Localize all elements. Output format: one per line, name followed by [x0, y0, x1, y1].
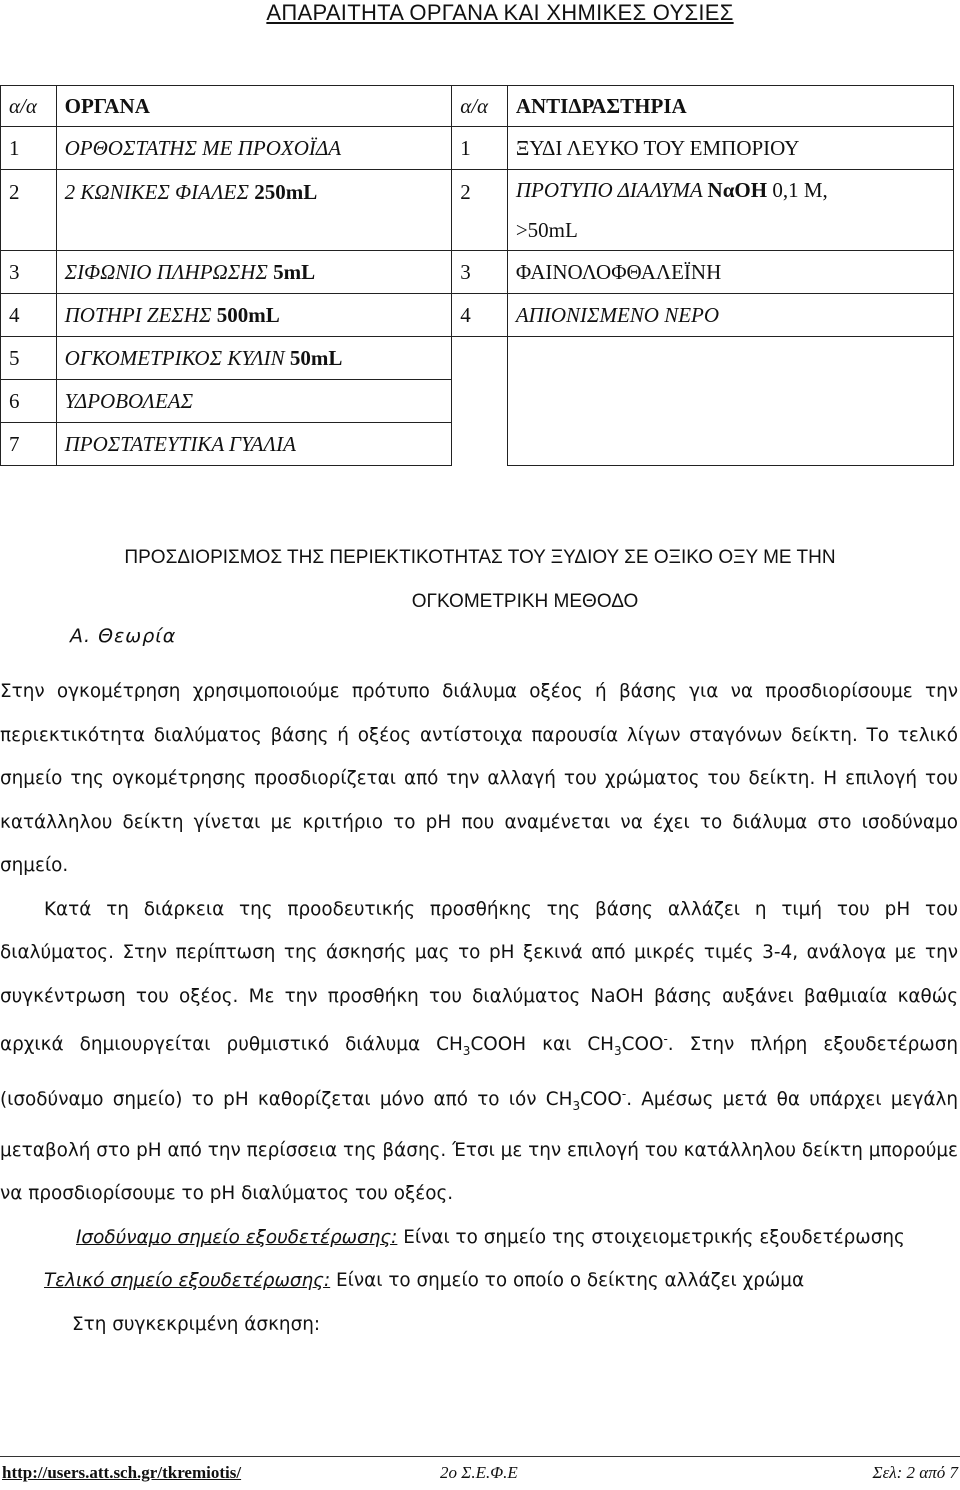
header-num-reagents: α/α [452, 86, 508, 127]
p2-text: . Στην πλήρη εξουδετέρωση (ισοδύναμο σημείο) το pH καθορίζεται μόνο από το ιόν CH [0, 1034, 959, 1111]
row-number: 2 [1, 170, 57, 251]
empty-cell [507, 337, 953, 466]
footer-school: 2ο Σ.Ε.Φ.Ε [440, 1463, 518, 1482]
definition-1 [0, 1216, 958, 1260]
footer-divider [0, 1456, 960, 1457]
row-number: 1 [1, 127, 57, 170]
instrument-text: 2 ΚΩΝΙΚΕΣ ΦΙΑΛΕΣ [64, 180, 255, 204]
table-row [1, 170, 954, 251]
reagent-cell: ΑΠΙΟΝΙΣΜΕΝΟ ΝΕΡΟ [507, 294, 953, 337]
footer-page-number: Σελ: 2 από 7 [872, 1463, 958, 1482]
row-number: 1 [452, 127, 508, 170]
reagent-formula: NαOH [707, 178, 768, 202]
table-row [1, 294, 954, 337]
p2-text: Κατά τη διάρκεια της προοδευτικής προσθήκης της βάσης αλλάζει η τιμή του pH του διαλύματος. Στην περίπτωση της άσκησής μας το pH ξεκινά από μικρές τιμές 3-4, ανάλογα με την συγκέντρωση του οξέος. Με την προσθήκη του διαλύματος NaOH βάσης αυξάνει βαθμιαία καθώς αρχικά δημιουργείται ρυθμιστικό διάλυμα CH [0, 898, 958, 1056]
row-number: 4 [1, 294, 57, 337]
row-number: 7 [1, 423, 57, 466]
reagent-cell: ΦΑΙΝΟΛΟΦΘΑΛΕΪΝΗ [507, 251, 953, 294]
instrument-text: ΠΟΤΗΡΙ ΖΕΣΗΣ [64, 302, 217, 327]
reagent-volume: >50mL [515, 218, 578, 242]
p2-text: COO [621, 1034, 664, 1056]
p2-text: . Αμέσως μετά θα υπάρχει μεγάλη μεταβολή στο pH από την περίσσεια της βάσης. Έτσι με την επιλογή του κατάλληλου δείκτη μπορούμε να προσδιορίσουμε το pH διαλύματος του οξέος. [0, 1089, 959, 1205]
table-row [1, 337, 954, 380]
instrument-cell [56, 294, 452, 337]
definition-term: Ισοδύναμο σημείο εξουδετέρωσης: [76, 1226, 398, 1248]
main-heading-line2: ΟΓΚΟΜΕΤΡΙΚΗ ΜΕΘΟΔΟ [411, 591, 639, 612]
definition-text: Είναι το σημείο το οποίο ο δείκτης αλλάζει χρώμα [330, 1270, 805, 1292]
instrument-volume: 50mL [289, 345, 343, 370]
superscript: - [621, 1087, 627, 1102]
row-number: 6 [1, 380, 57, 423]
instrument-volume: 250mL [254, 180, 318, 204]
instrument-cell: ΟΡΘΟΣΤΑΤΗΣ ΜΕ ΠΡΟΧΟΪΔΑ [56, 127, 452, 170]
superscript: - [663, 1032, 668, 1046]
subscript: 3 [614, 1043, 622, 1058]
p2-text: COOH και CH [470, 1034, 615, 1056]
header-num-instruments: α/α [1, 86, 57, 127]
reagent-concentration: 0,1 M, [767, 178, 828, 202]
row-number: 5 [1, 337, 57, 380]
main-heading [0, 545, 960, 615]
instrument-volume: 5mL [273, 259, 316, 284]
header-reagents: ΑΝΤΙΔΡΑΣΤΗΡΙΑ [507, 86, 953, 127]
closing-line: Στη συγκεκριμένη άσκηση: [72, 1313, 321, 1335]
reagent-cell [507, 170, 953, 251]
row-number: 3 [1, 251, 57, 294]
instrument-text: ΟΓΚΟΜΕΤΡΙΚΟΣ ΚΥΛΙΝ [64, 345, 290, 370]
subscript: 3 [462, 1043, 471, 1058]
paragraph-1: Στην ογκομέτρηση χρησιμοποιούμε πρότυπο διάλυμα οξέος ή βάσης για να προσδιορίσουμε την περιεκτικότητα διαλύματος βάσης ή οξέος αντίστοιχα παρουσία λίγων σταγόνων δείκτη. Το τελικό σημείο της ογκομέτρησης προσδιορίζεται από την αλλαγή του χρώματος του δείκτη. Η επιλογή του κατάλληλου δείκτη γίνεται με κριτήριο το pH που αναμένεται να έχει το διάλυμα στο ισοδύναμο σημείο. [0, 681, 958, 876]
instrument-cell: ΥΔΡΟΒΟΛΕΑΣ [56, 380, 452, 423]
table-header-row [1, 86, 954, 127]
instrument-cell [56, 337, 452, 380]
page-footer [0, 1463, 960, 1487]
empty-cell [452, 380, 508, 423]
reagent-cell: ΞΥΔΙ ΛΕΥΚΟ ΤΟΥ ΕΜΠΟΡΙΟΥ [507, 127, 953, 170]
theory-text [0, 670, 958, 1346]
empty-cell [452, 423, 508, 466]
row-number: 2 [452, 170, 508, 251]
table-row [1, 251, 954, 294]
section-label: Α. Θεωρία [70, 625, 177, 647]
instrument-volume: 500mL [216, 302, 280, 327]
page-title: ΑΠΑΡΑΙΤΗΤΑ ΟΡΓΑΝΑ ΚΑΙ ΧΗΜΙΚΕΣ ΟΥΣΙΕΣ [266, 0, 734, 25]
definition-term: Τελικό σημείο εξουδετέρωσης: [44, 1270, 331, 1292]
row-number: 4 [452, 294, 508, 337]
instruments-reagents-table [0, 85, 954, 466]
row-number: 3 [452, 251, 508, 294]
footer-url-link[interactable]: http://users.att.sch.gr/tkremiotis/ [2, 1463, 242, 1482]
definition-2 [0, 1259, 958, 1303]
subscript: 3 [572, 1099, 581, 1114]
instrument-cell [56, 251, 452, 294]
main-heading-line1: ΠΡΟΣΔΙΟΡΙΣΜΟΣ ΤΗΣ ΠΕΡΙΕΚΤΙΚΟΤΗΤΑΣ ΤΟΥ ΞΥΔΙΟΥ ΣΕ ΟΞΙΚΟ ΟΞΥ ΜΕ ΤΗΝ [124, 547, 836, 568]
table-row [1, 127, 954, 170]
reagent-text: ΠΡΟΤΥΠΟ ΔΙΑΛΥΜΑ [515, 178, 708, 202]
header-instruments: ΟΡΓΑΝΑ [56, 86, 452, 127]
p2-text: COO [580, 1089, 622, 1111]
paragraph-2 [0, 888, 958, 1216]
instrument-text: ΣΙΦΩΝΙΟ ΠΛΗΡΩΣΗΣ [64, 259, 274, 284]
definition-text: Είναι το σημείο της στοιχειομετρικής εξουδετέρωσης [397, 1226, 905, 1248]
instrument-cell: ΠΡΟΣΤΑΤΕΥΤΙΚΑ ΓΥΑΛΙΑ [56, 423, 452, 466]
instrument-cell [56, 170, 452, 251]
empty-cell [452, 337, 508, 380]
